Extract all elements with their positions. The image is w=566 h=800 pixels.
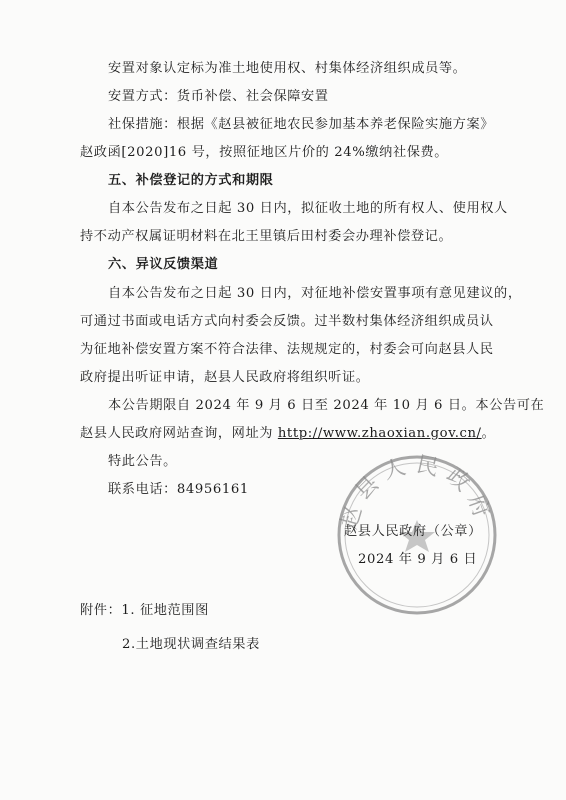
section-6-text-3: 为征地补偿安置方案不符合法律、法规规定的，村委会可向赵县人民 xyxy=(80,342,494,357)
period-text-2-prefix: 赵县人民政府网站查询，网址为 xyxy=(80,426,278,441)
section-5-text-1: 自本公告发布之日起 30 日内，拟征收土地的所有权人、使用权人 xyxy=(108,201,508,216)
social-security-line: 社保措施：根据《赵县被征地农民参加基本养老保险实施方案》 xyxy=(108,117,495,132)
closing-text: 特此公告。 xyxy=(108,454,177,469)
signing-date: 2024 年 9 月 6 日 xyxy=(358,552,478,567)
period-text-2-suffix: 。 xyxy=(481,426,496,441)
placement-method-line: 安置方式：货币补偿、社会保障安置 xyxy=(108,89,329,104)
attachment-item-2: 2.土地现状调查结果表 xyxy=(122,637,260,652)
contact-phone: 联系电话：84956161 xyxy=(108,482,249,497)
attachment-item-1: 1. 征地范围图 xyxy=(121,603,209,618)
website-link[interactable]: http://www.zhaoxian.gov.cn/ xyxy=(277,426,482,441)
period-text-1: 本公告期限自 2024 年 9 月 6 日至 2024 年 10 月 6 日。本公告可在 xyxy=(108,398,545,413)
section-6-text-4: 政府提出听证申请，赵县人民政府将组织听证。 xyxy=(80,370,370,385)
section-6-heading: 六、异议反馈渠道 xyxy=(108,257,219,272)
seal-text: 赵县人民政府 xyxy=(336,452,497,532)
social-security-line-cont: 赵政函[2020]16 号，按照征地区片价的 24%缴纳社保费。 xyxy=(80,145,449,160)
section-6-text-1: 自本公告发布之日起 30 日内，对征地补偿安置事项有意见建议的， xyxy=(108,286,522,301)
section-5-heading: 五、补偿登记的方式和期限 xyxy=(108,173,274,188)
placement-target-line: 安置对象认定标为准土地使用权、村集体经济组织成员等。 xyxy=(108,61,467,76)
section-6-text-2: 可通过书面或电话方式向村委会反馈。过半数村集体经济组织成员认 xyxy=(80,314,494,329)
attachments-label: 附件： xyxy=(80,603,122,618)
attachments-row-1 xyxy=(80,602,209,620)
period-text-2 xyxy=(80,425,495,443)
section-5-text-2: 持不动产权属证明材料在北王里镇后田村委会办理补偿登记。 xyxy=(80,229,453,244)
signing-organization: 赵县人民政府（公章） xyxy=(344,524,482,539)
